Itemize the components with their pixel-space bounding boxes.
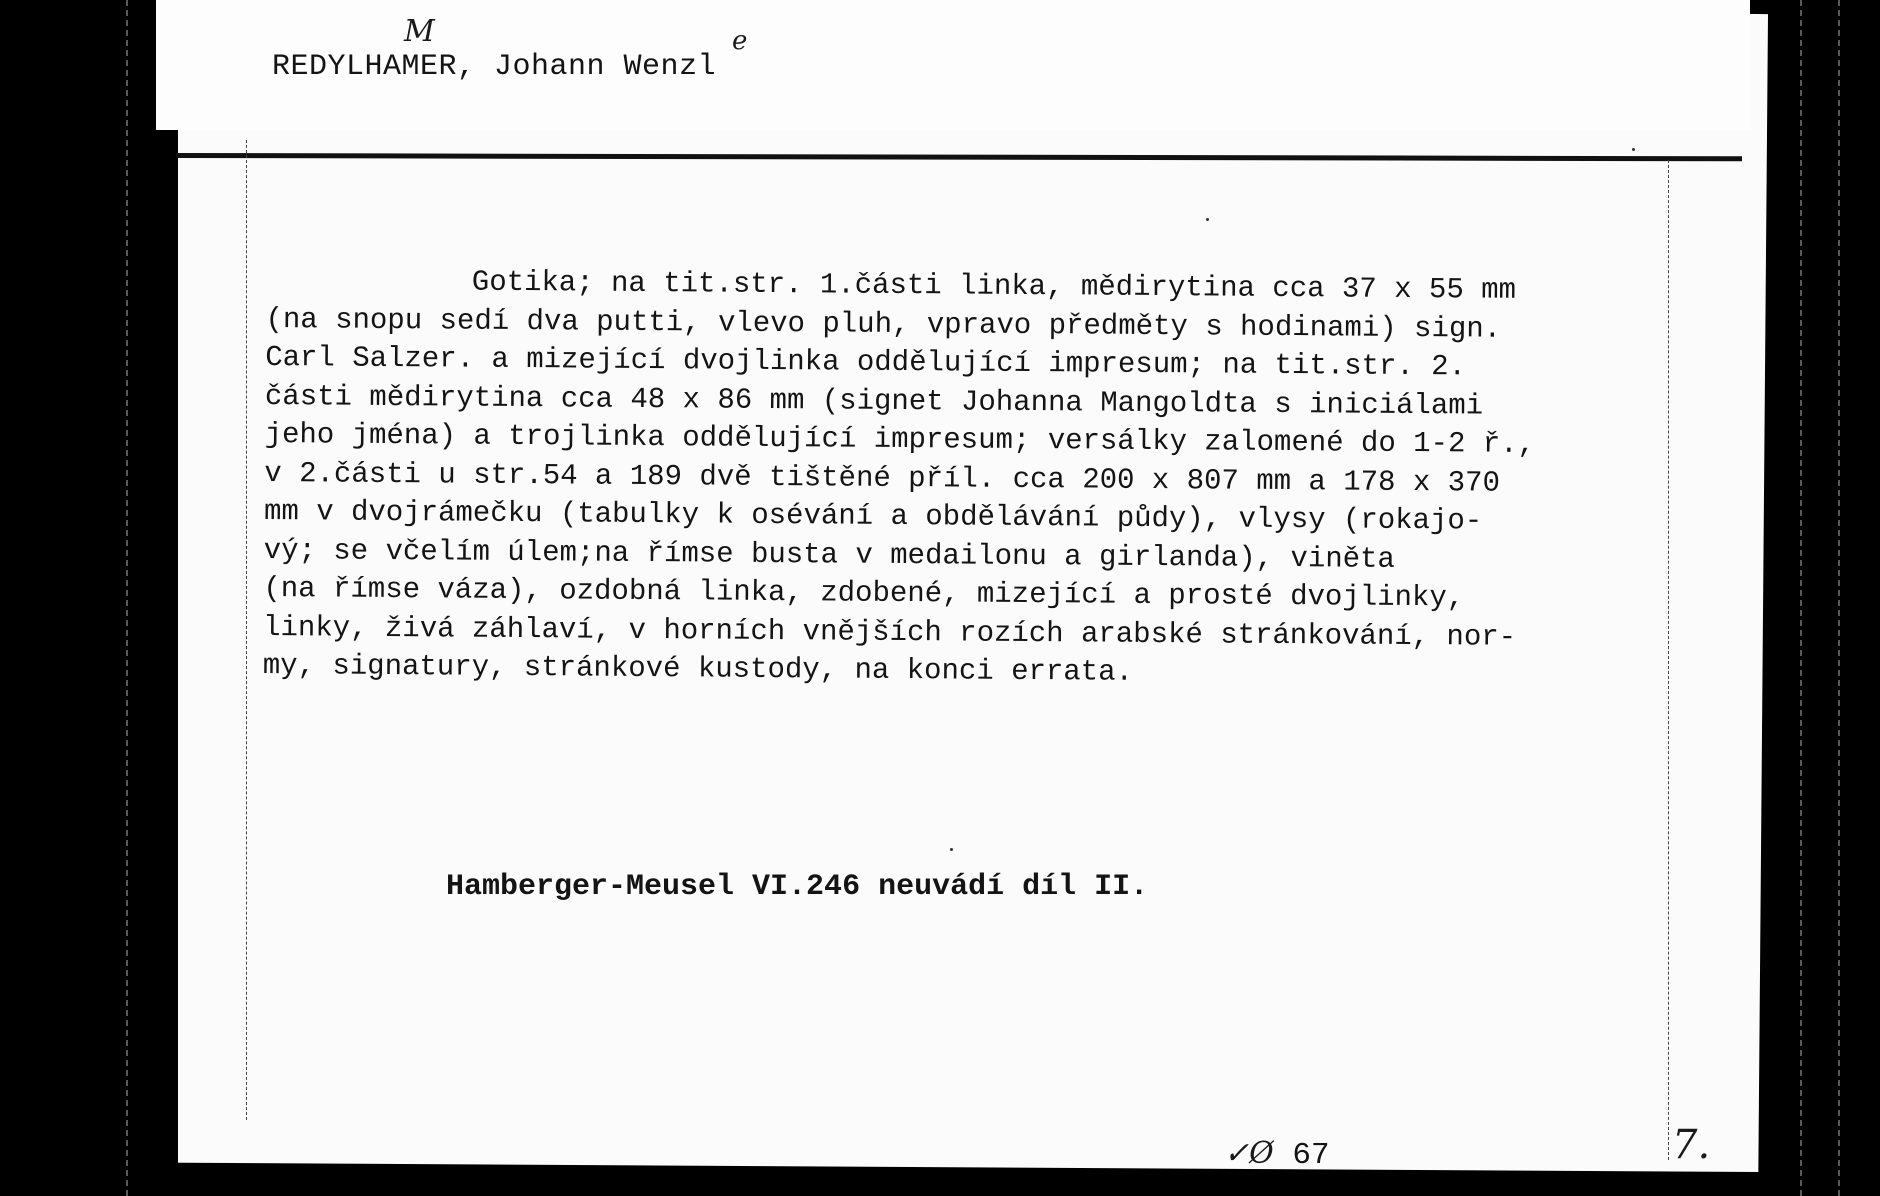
handwritten-correction-m: M <box>404 14 435 49</box>
description-line: (na snopu sedí dva putti, vlevo pluh, vpravo předměty s hodinami) sign. <box>265 302 1502 346</box>
card-heading: REDYLHAMER, Johann Wenzl <box>272 50 717 84</box>
description-line: my, signatury, stránkové kustody, na konci errata. <box>262 648 1134 689</box>
folio <box>1224 1136 1330 1173</box>
description-line: Gotika; na tit.str. 1.části linka, mědirytina cca 37 x 55 mm <box>471 265 1517 307</box>
description-line: jeho jména) a trojlinka oddělující impresum; versálky zalomené do 1-2 ř., <box>264 417 1536 461</box>
scan-speck <box>1632 148 1635 151</box>
description-line: mm v dvojrámečku (tabulky k osévání a obdělávání půdy), vlysy (rokajo- <box>263 494 1483 538</box>
description-line: vý; se včelím úlem;na římse busta v medailonu a girlanda), viněta <box>263 533 1396 576</box>
card-left-shadow <box>156 130 178 1170</box>
left-guide-line <box>246 140 247 1120</box>
description-line: Carl Salzer. a mizející dvojlinka oddělující impresum; na tit.str. 2. <box>265 340 1467 384</box>
description-line: linky, živá záhlaví, v horních vnějších rozích arabské stránkování, nor- <box>263 610 1517 654</box>
description-line: (na římse váza), ozdobná linka, zdobené, mizející a prosté dvojlinky, <box>263 571 1465 615</box>
handwritten-correction-e: e <box>732 26 748 56</box>
folio-number: 67 <box>1292 1138 1330 1173</box>
handwritten-folio-mark: ✓Ø <box>1224 1136 1274 1171</box>
scan-edge-right-2 <box>1838 0 1840 1196</box>
description-line: části mědirytina cca 48 x 86 mm (signet Johanna Mangoldta s iniciálami <box>264 379 1484 423</box>
scan-edge-left <box>126 0 128 1196</box>
scan-speck <box>1206 218 1209 221</box>
bibliographic-reference: Hamberger-Meusel VI.246 neuvádí díl II. <box>446 870 1149 904</box>
card-description <box>263 262 1686 697</box>
handwritten-corner-mark: 7. <box>1672 1122 1711 1168</box>
scan-speck <box>950 848 953 851</box>
scan-edge-right-1 <box>1800 0 1802 1196</box>
description-line: v 2.části u str.54 a 189 dvě tištěné příl. cca 200 x 807 mm a 178 x 370 <box>264 456 1501 500</box>
